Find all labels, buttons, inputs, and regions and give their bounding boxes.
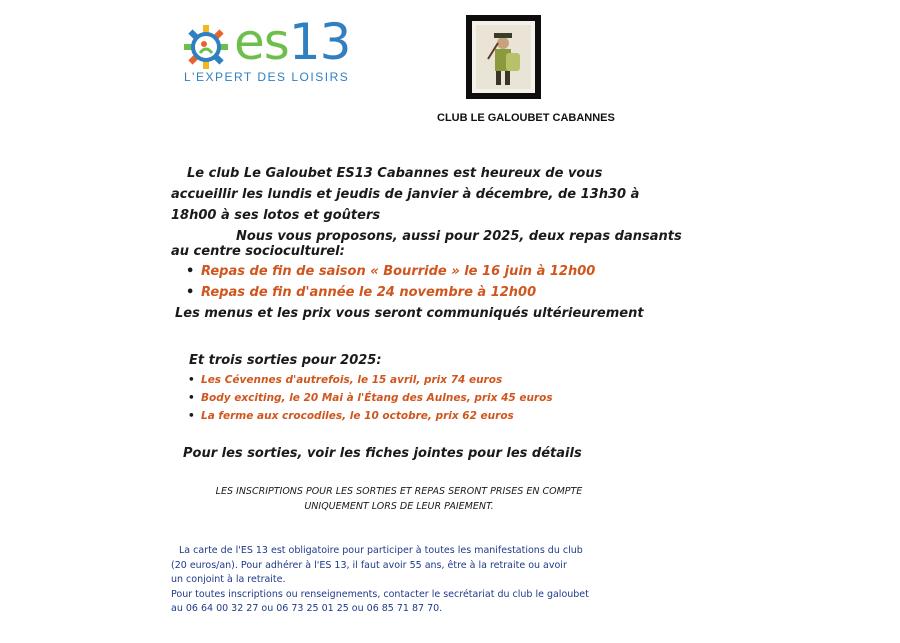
- sortie-item: • La ferme aux crocodiles, le 10 octobre, prix 62 euros: [201, 407, 553, 425]
- inscription-notice: [150, 484, 648, 514]
- intro-line-3: 18h00 à ses lotos et goûters: [171, 208, 381, 223]
- es13-logo: [182, 13, 362, 88]
- sorties-title: Et trois sorties pour 2025:: [189, 353, 382, 368]
- intro-line-2: accueillir les lundis et jeudis de janvier à décembre, de 13h30 à: [171, 187, 640, 202]
- sortie-item: • Les Cévennes d'autrefois, le 15 avril, prix 74 euros: [201, 371, 553, 389]
- footer-line-4: Pour toutes inscriptions ou renseignements, contacter le secrétariat du club le galoubet: [171, 588, 589, 600]
- logo-tagline: L'EXPERT DES LOISIRS: [184, 70, 350, 84]
- intro-line-1: Le club Le Galoubet ES13 Cabannes est heureux de vous: [187, 166, 603, 181]
- sortie-item: • Body exciting, le 20 Mai à l'Étang des Aulnes, prix 45 euros: [201, 389, 553, 407]
- notice-line-2: UNIQUEMENT LORS DE LEUR PAIEMENT.: [304, 501, 494, 512]
- footer-line-2: (20 euros/an). Pour adhérer à l'ES 13, il faut avoir 55 ans, être à la retraite ou avoir: [171, 559, 567, 571]
- logo-wordmark: es13: [234, 13, 351, 71]
- membership-info: [171, 544, 589, 617]
- gear-leisure-icon: [182, 24, 230, 70]
- footer-line-5: au 06 64 00 32 27 ou 06 73 25 01 25 ou 06 85 71 87 70.: [171, 603, 443, 615]
- menus-note: Les menus et les prix vous seront communiqués ultérieurement: [175, 306, 644, 321]
- repas-list: [201, 261, 595, 303]
- repas-item: • Repas de fin d'année le 24 novembre à 12h00: [201, 282, 595, 303]
- repas-item: • Repas de fin de saison « Bourride » le 16 juin à 12h00: [201, 261, 595, 282]
- sorties-list: [201, 371, 553, 425]
- intro-line-5: au centre socioculturel:: [171, 244, 345, 259]
- galoubet-player-photo: [466, 15, 541, 99]
- footer-line-1: La carte de l'ES 13 est obligatoire pour participer à toutes les manifestations du club: [179, 545, 583, 556]
- club-title: CLUB LE GALOUBET CABANNES: [437, 112, 615, 124]
- intro-line-4: Nous vous proposons, aussi pour 2025, deux repas dansants: [236, 229, 682, 244]
- footer-line-3: un conjoint à la retraite.: [171, 574, 286, 586]
- notice-line-1: LES INSCRIPTIONS POUR LES SORTIES ET REPAS SERONT PRISES EN COMPTE: [215, 486, 583, 497]
- sorties-note: Pour les sorties, voir les fiches jointes pour les détails: [183, 446, 582, 461]
